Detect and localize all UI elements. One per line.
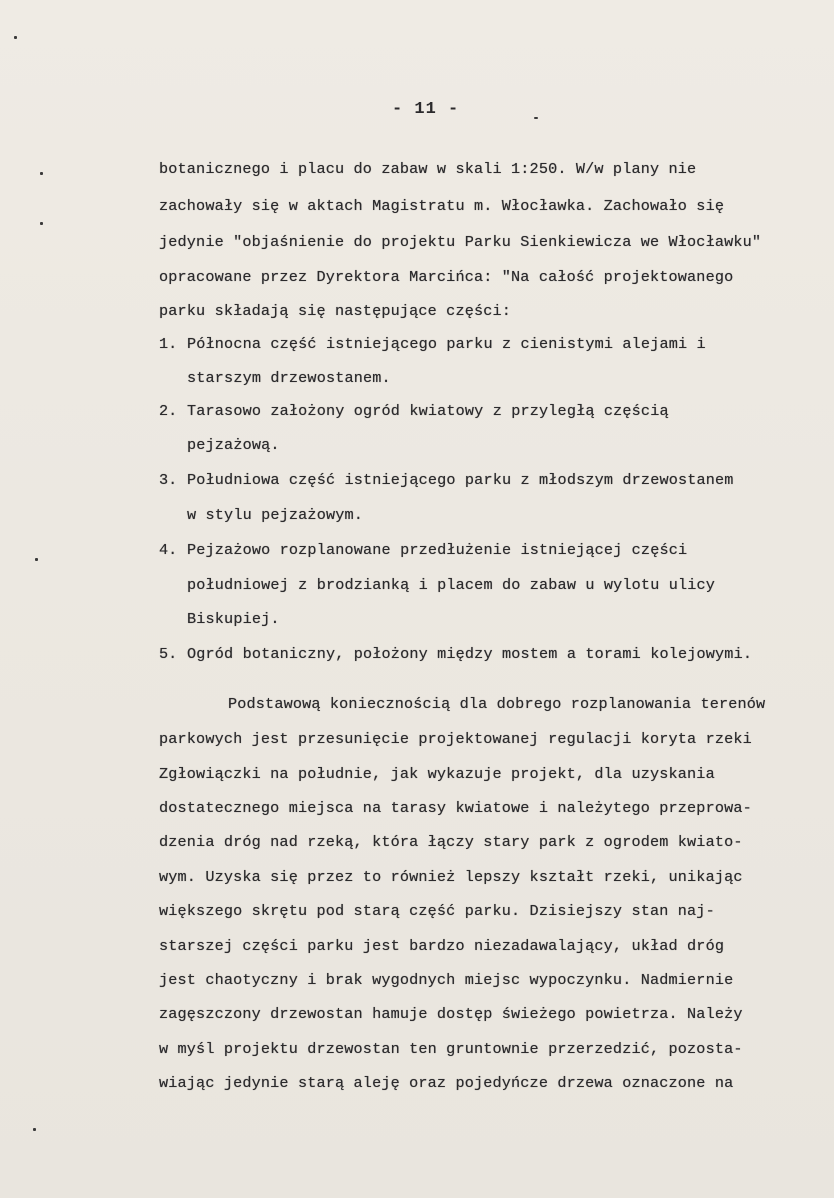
list-item-number: 4. [159, 541, 178, 559]
body-line: wym. Uzyska się przez to również lepszy kształt rzeki, unikając [159, 868, 743, 886]
list-item-number: 1. [159, 335, 178, 353]
list-item-line: Pejzażowo rozplanowane przedłużenie istniejącej części [187, 541, 688, 559]
scan-mark [40, 222, 43, 225]
body-line: starszej części parku jest bardzo niezadawalający, układ dróg [159, 937, 725, 955]
scan-mark [534, 117, 538, 119]
scan-mark [35, 558, 38, 561]
scan-mark [14, 36, 17, 39]
body-line: zagęszczony drzewostan hamuje dostęp świeżego powietrza. Należy [159, 1005, 743, 1023]
scan-mark [33, 1128, 36, 1131]
list-item-line: w stylu pejzażowym. [187, 506, 364, 524]
body-line: wiając jedynie starą aleję oraz pojedyńcze drzewa oznaczone na [159, 1074, 734, 1092]
body-line: dzenia dróg nad rzeką, która łączy stary park z ogrodem kwiato- [159, 833, 743, 851]
body-line: Zgłowiączki na południe, jak wykazuje projekt, dla uzyskania [159, 765, 715, 783]
intro-line: botanicznego i placu do zabaw w skali 1:250. W/w plany nie [159, 160, 697, 178]
list-item-line: pejzażową. [187, 436, 280, 454]
body-line: jest chaotyczny i brak wygodnych miejsc wypoczynku. Nadmiernie [159, 971, 734, 989]
page-number: - 11 - [392, 100, 460, 119]
list-item-number: 2. [159, 402, 178, 420]
body-line: dostatecznego miejsca na tarasy kwiatowe i należytego przeprowa- [159, 799, 752, 817]
intro-line: jedynie "objaśnienie do projektu Parku Sienkiewicza we Włocławku" [159, 233, 762, 251]
list-item-line: Południowa część istniejącego parku z młodszym drzewostanem [187, 471, 734, 489]
scan-mark [40, 172, 43, 175]
list-item-number: 3. [159, 471, 178, 489]
intro-line: zachowały się w aktach Magistratu m. Włocławka. Zachowało się [159, 197, 725, 215]
body-line: większego skrętu pod starą część parku. Dzisiejszy stan naj- [159, 902, 715, 920]
body-line: w myśl projektu drzewostan ten gruntownie przerzedzić, pozosta- [159, 1040, 743, 1058]
list-item-line: Tarasowo założony ogród kwiatowy z przyległą częścią [187, 402, 669, 420]
body-line: Podstawową koniecznością dla dobrego rozplanowania terenów [228, 695, 766, 713]
list-item-number: 5. [159, 645, 178, 663]
list-item-line: starszym drzewostanem. [187, 369, 391, 387]
list-item-line: Biskupiej. [187, 610, 280, 628]
list-item-line: Północna część istniejącego parku z cienistymi alejami i [187, 335, 706, 353]
intro-line: opracowane przez Dyrektora Marcińca: "Na całość projektowanego [159, 268, 734, 286]
list-item-line: Ogród botaniczny, położony między mostem a torami kolejowymi. [187, 645, 753, 663]
list-item-line: południowej z brodzianką i placem do zabaw u wylotu ulicy [187, 576, 716, 594]
intro-line: parku składają się następujące części: [159, 302, 512, 320]
body-line: parkowych jest przesunięcie projektowanej regulacji koryta rzeki [159, 730, 752, 748]
